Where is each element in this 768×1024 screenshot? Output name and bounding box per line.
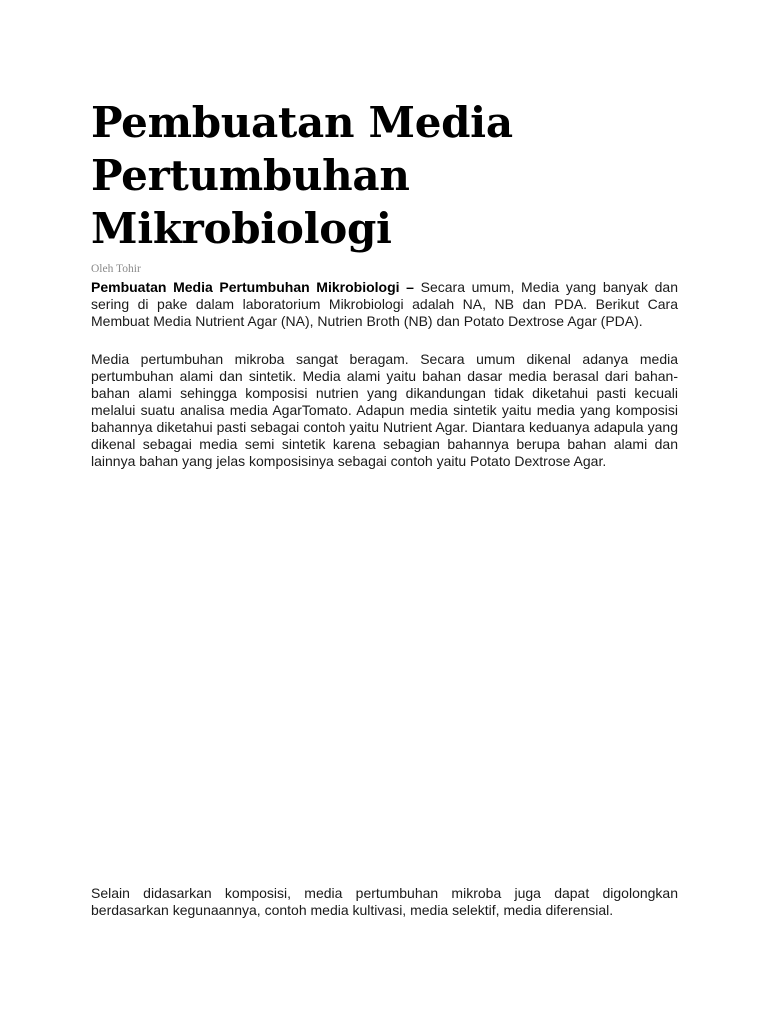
- paragraph-media-types: Media pertumbuhan mikroba sangat beragam. Secara umum dikenal adanya media pertumbuhan alami dan sintetik. Media alami yaitu bahan dasar media berasal dari bahan-bahan alami sehingga komposisi nutrien yang dikandungan tidak diketahui pasti kecuali melalui suatu analisa media AgarTomato. Adapun media sintetik yaitu media yang komposisi bahannya diketahui pasti sebagai contoh yaitu Nutrient Agar. Diantara keduanya adapula yang dikenal sebagai media semi sintetik karena sebagian bahannya berupa bahan alami dan lainnya bahan yang jelas komposisinya sebagai contoh yaitu Potato Dextrose Agar.: [91, 351, 678, 469]
- intro-lead-text: Pembuatan Media Pertumbuhan Mikrobiologi –: [91, 279, 414, 295]
- document-title: Pembuatan Media Pertumbuhan Mikrobiologi: [91, 98, 513, 253]
- paragraph-media-usage: Selain didasarkan komposisi, media pertumbuhan mikroba juga dapat digolongkan berdasarkan kegunaannya, contoh media kultivasi, media selektif, media diferensial.: [91, 885, 678, 918]
- intro-paragraph: [91, 279, 678, 330]
- author-byline: Oleh Tohir: [91, 263, 141, 275]
- intro-body-text: Secara umum, Media yang banyak dan sering di pake dalam laboratorium Mikrobiologi adalah NA, NB dan PDA. Berikut Cara Membuat Media Nutrient Agar (NA), Nutrien Broth (NB) dan Potato Dextrose Agar (PDA).: [91, 279, 678, 329]
